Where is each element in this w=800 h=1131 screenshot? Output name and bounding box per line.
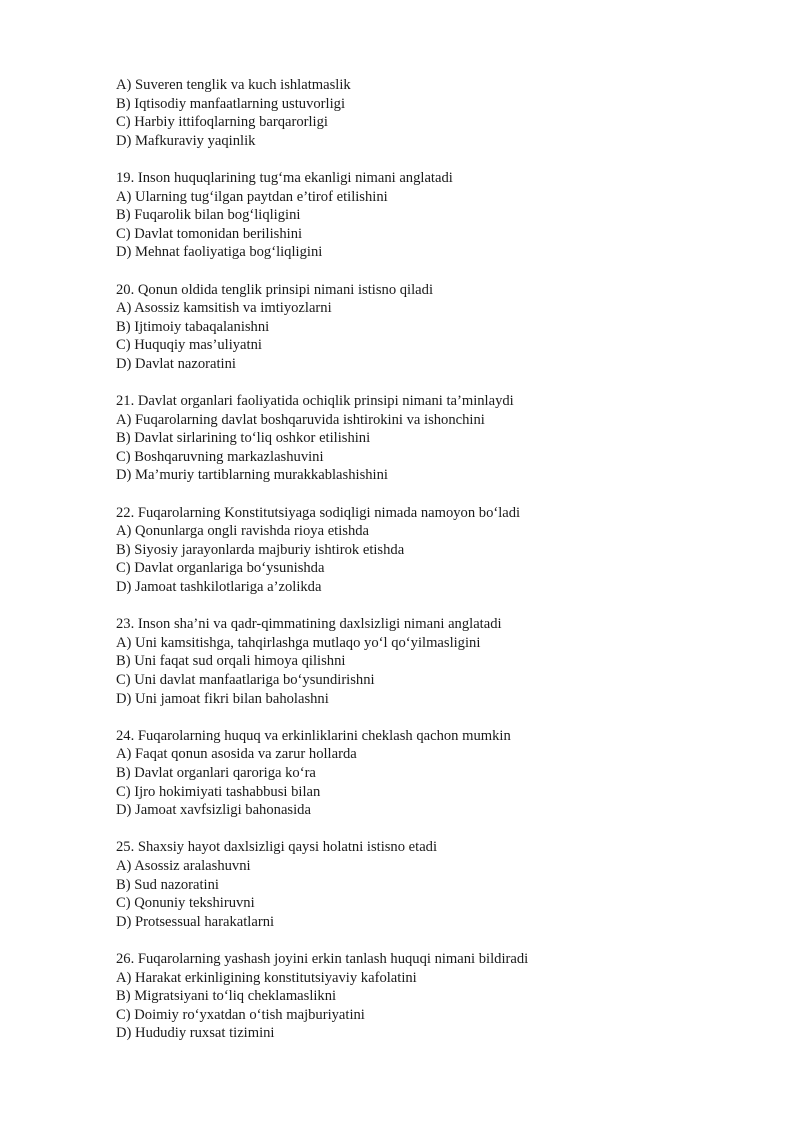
option-d: D) Mafkuraviy yaqinlik [116,132,256,149]
option-d: D) Ma’muriy tartiblarning murakkablashishini [116,467,388,484]
option-d: D) Jamoat xavfsizligi bahonasida [116,802,311,819]
option-c: C) Huquqiy mas’uliyatni [116,337,262,354]
question-block-24 [116,727,756,820]
question-text: 21. Davlat organlari faoliyatida ochiqlik prinsipi nimani ta’minlaydi [116,393,514,410]
option-a: A) Uni kamsitishga, tahqirlashga mutlaqo yo‘l qo‘yilmasligini [116,634,481,651]
question-block-22 [116,504,756,597]
option-b: B) Iqtisodiy manfaatlarning ustuvorligi [116,95,346,112]
question-block-26 [116,950,756,1043]
option-b: B) Ijtimoiy tabaqalanishni [116,318,270,335]
option-a: A) Harakat erkinligining konstitutsiyaviy kafolatini [116,969,417,986]
option-c: C) Harbiy ittifoqlarning barqarorligi [116,114,328,131]
option-b: B) Siyosiy jarayonlarda majburiy ishtirok etishda [116,541,405,558]
question-text: 24. Fuqarolarning huquq va erkinliklarini cheklash qachon mumkin [116,727,511,744]
option-a: A) Asossiz aralashuvni [116,857,251,874]
option-c: C) Davlat organlariga bo‘ysunishda [116,560,325,577]
option-d: D) Uni jamoat fikri bilan baholashni [116,690,329,707]
option-c: C) Boshqaruvning markazlashuvini [116,448,324,465]
question-text: 23. Inson sha’ni va qadr-qimmatining daxlsizligi nimani anglatadi [116,616,502,633]
question-block-23 [116,615,756,708]
question-block-19 [116,169,756,262]
option-c: C) Uni davlat manfaatlariga bo‘ysundirishni [116,672,375,688]
document-page [116,76,756,1043]
option-d: D) Davlat nazoratini [116,355,236,372]
option-a: A) Faqat qonun asosida va zarur hollarda [116,746,357,763]
option-b: B) Migratsiyani to‘liq cheklamaslikni [116,988,337,1005]
option-b: B) Fuqarolik bilan bog‘liqligini [116,207,301,224]
question-text: 20. Qonun oldida tenglik prinsipi nimani istisno qiladi [116,281,433,298]
question-text: 25. Shaxsiy hayot daxlsizligi qaysi holatni istisno etadi [116,839,438,856]
question-text: 22. Fuqarolarning Konstitutsiyaga sodiqligi nimada namoyon bo‘ladi [116,504,521,521]
question-block-25 [116,838,756,931]
option-a: A) Fuqarolarning davlat boshqaruvida ishtirokini va ishonchini [116,411,485,428]
option-d: D) Hududiy ruxsat tizimini [116,1025,275,1042]
option-c: C) Ijro hokimiyati tashabbusi bilan [116,783,321,800]
question-block-21 [116,392,756,485]
question-block-20 [116,281,756,374]
question-block-18-continued [116,76,756,150]
option-c: C) Davlat tomonidan berilishini [116,225,303,242]
question-text: 19. Inson huquqlarining tug‘ma ekanligi nimani anglatadi [116,169,453,186]
option-a: A) Asossiz kamsitish va imtiyozlarni [116,300,332,317]
option-b: B) Davlat organlari qaroriga ko‘ra [116,764,316,781]
option-d: D) Jamoat tashkilotlariga a’zolikda [116,579,322,596]
option-a: A) Qonunlarga ongli ravishda rioya etishda [116,523,370,540]
option-b: B) Davlat sirlarining to‘liq oshkor etilishini [116,430,371,447]
option-b: B) Uni faqat sud orqali himoya qilishni [116,653,346,670]
option-d: D) Protsessual harakatlarni [116,913,275,930]
option-c: C) Qonuniy tekshiruvni [116,895,255,912]
option-a: A) Ularning tug‘ilgan paytdan e’tirof etilishini [116,188,388,205]
option-a: A) Suveren tenglik va kuch ishlatmaslik [116,77,351,93]
option-c: C) Doimiy ro‘yxatdan o‘tish majburiyatini [116,1006,365,1023]
question-text: 26. Fuqarolarning yashash joyini erkin tanlash huquqi nimani bildiradi [116,950,529,967]
option-b: B) Sud nazoratini [116,876,219,893]
option-d: D) Mehnat faoliyatiga bog‘liqligini [116,244,323,261]
